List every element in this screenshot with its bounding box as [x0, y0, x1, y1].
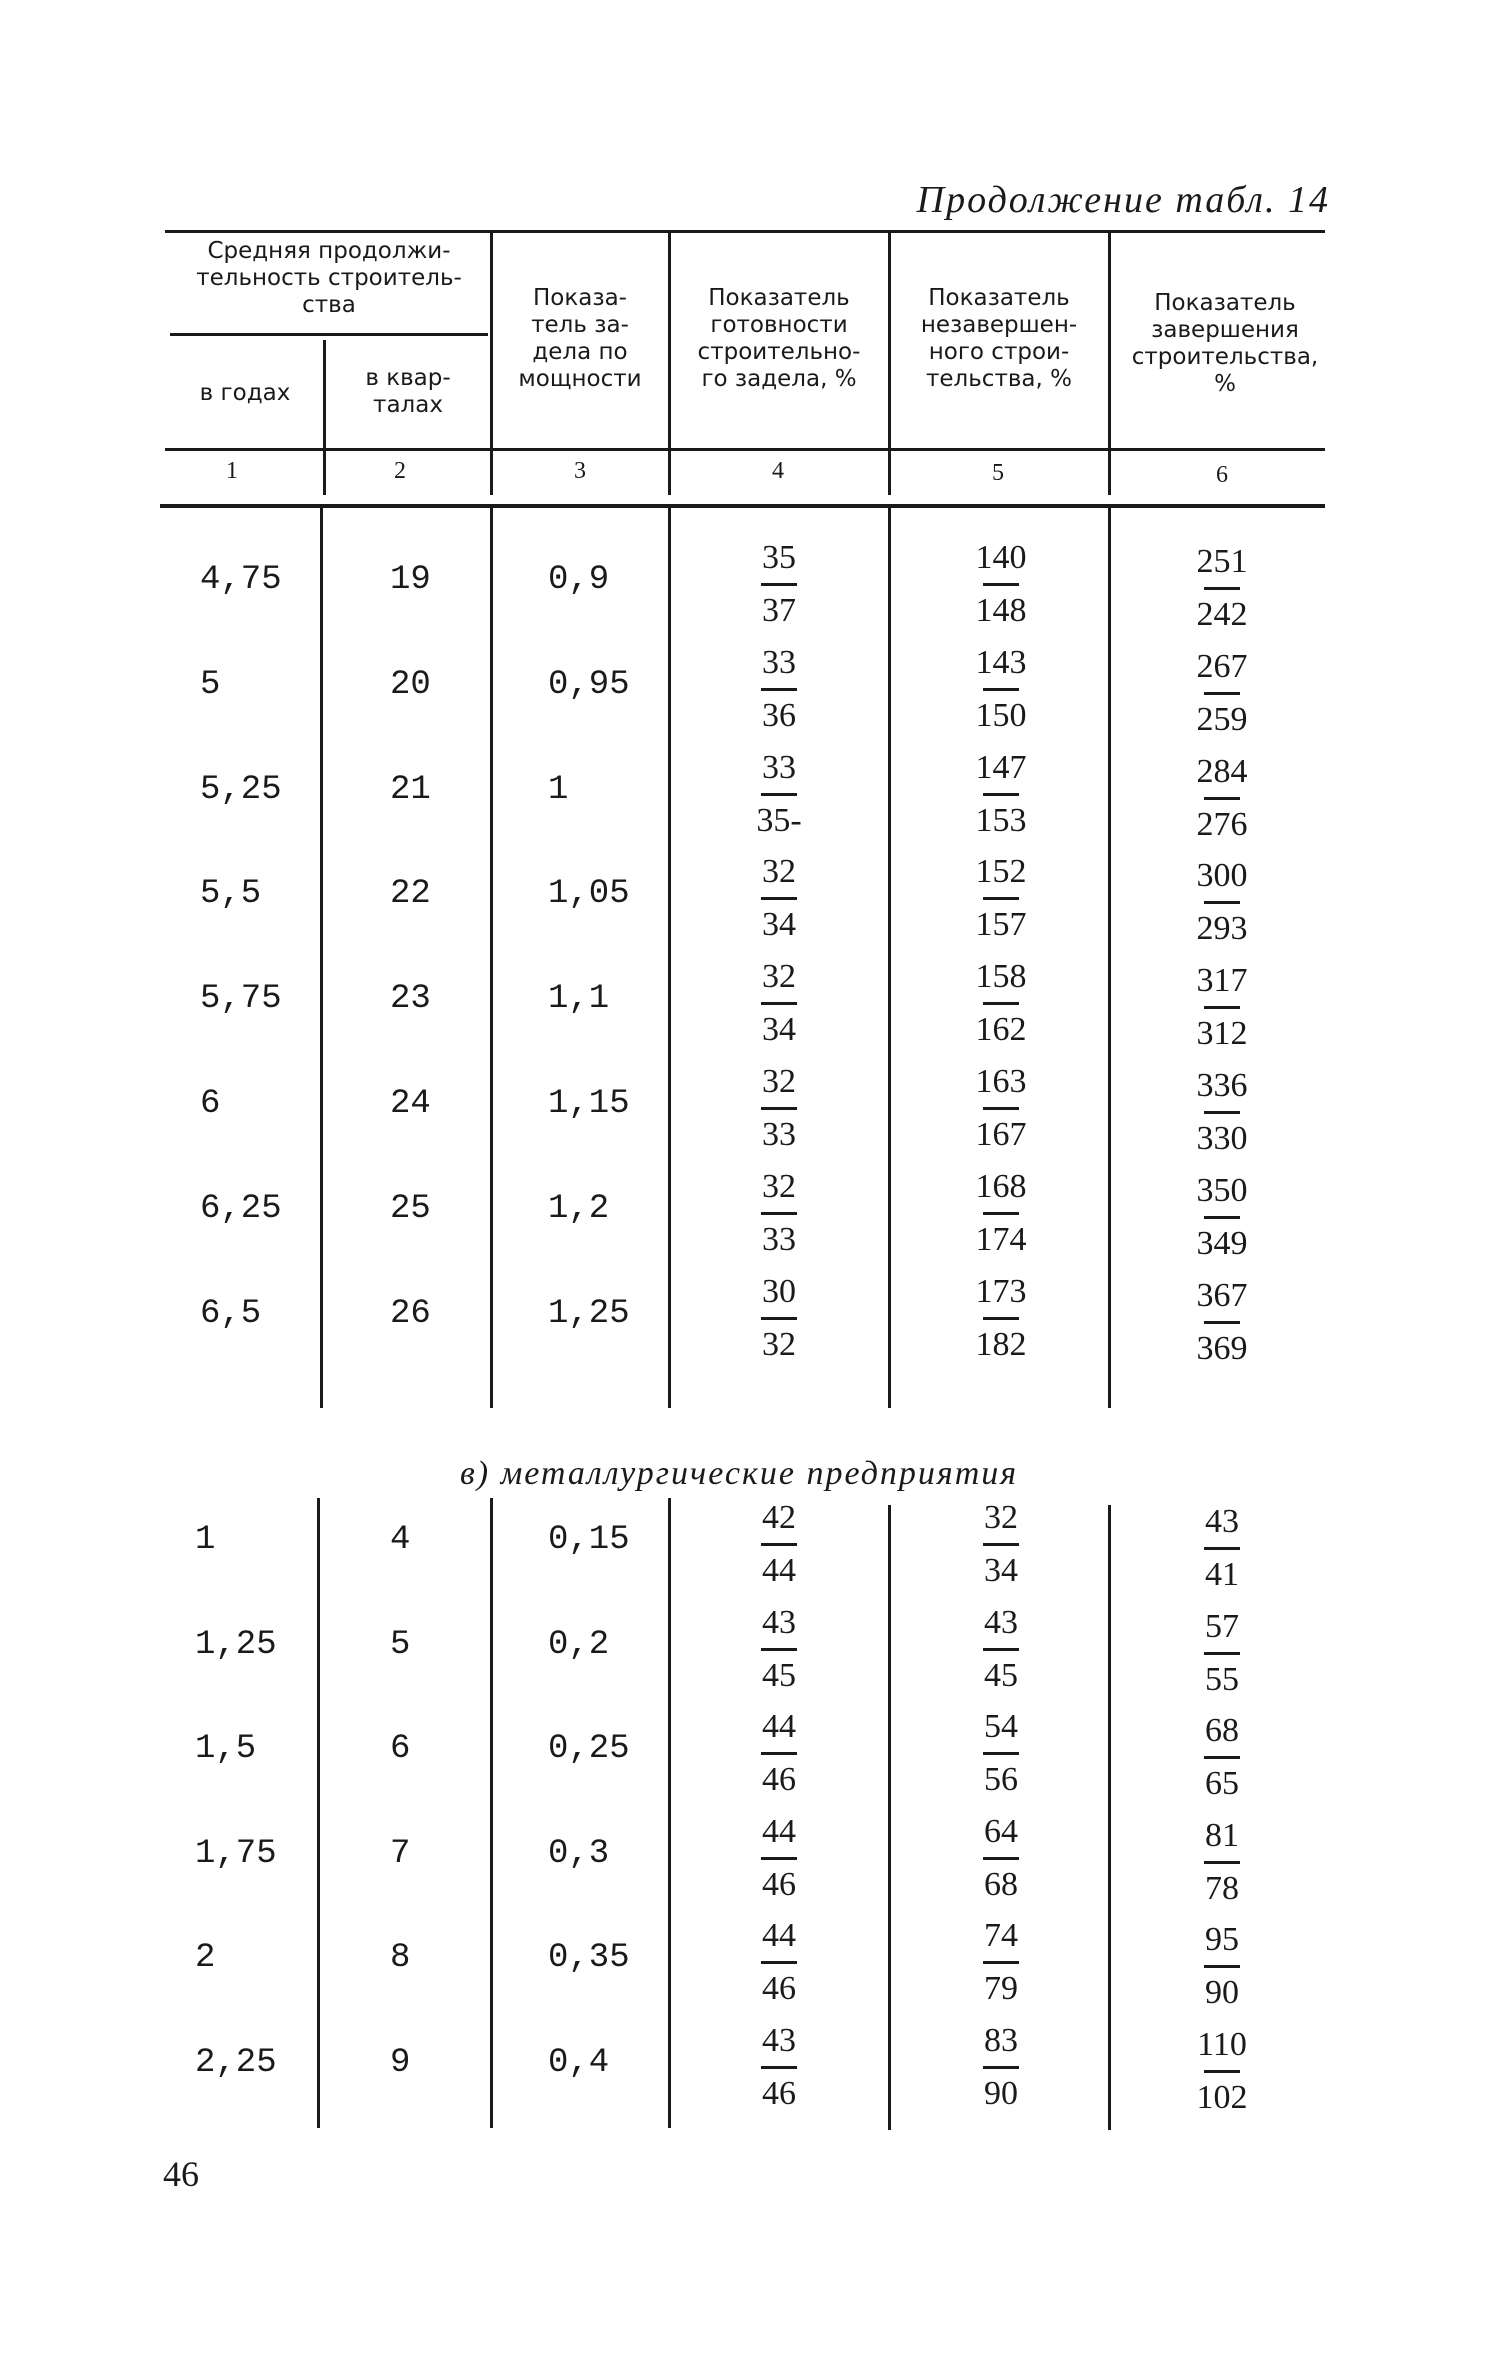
cell-readiness — [729, 1062, 829, 1155]
header-quarters: в квар- талах — [365, 365, 451, 418]
cell-capacity-ratio: 0,2 — [548, 1625, 610, 1664]
cell-completion-numerator: 267 — [1196, 647, 1248, 685]
cell-capacity-ratio: 1,1 — [548, 980, 610, 1019]
cell-completion-numerator: 367 — [1196, 1276, 1248, 1314]
cell-completion-denominator: 90 — [1205, 1974, 1239, 2011]
cell-completion-fraction-bar — [1204, 1321, 1240, 1324]
body-top-vline-5 — [1108, 508, 1111, 1408]
cell-readiness — [729, 957, 829, 1050]
cell-readiness — [729, 643, 829, 736]
cell-readiness-fraction-bar — [761, 688, 797, 691]
cell-readiness-numerator: 32 — [762, 853, 796, 891]
body-bottom-vline-1 — [317, 1498, 320, 2128]
cell-completion-numerator: 57 — [1205, 1607, 1239, 1645]
cell-years: 1,25 — [195, 1625, 277, 1664]
colnum-bottom-rule — [160, 504, 1325, 508]
cell-unfinished-denominator: 182 — [975, 1325, 1027, 1363]
cell-quarters: 24 — [390, 1085, 431, 1123]
cell-completion — [1172, 1171, 1272, 1264]
cell-completion-numerator: 336 — [1196, 1067, 1248, 1104]
cell-unfinished-fraction-bar — [983, 1752, 1019, 1755]
cell-quarters: 19 — [390, 561, 431, 599]
cell-completion — [1172, 752, 1272, 845]
cell-capacity-ratio: 0,15 — [548, 1521, 630, 1559]
cell-quarters: 7 — [390, 1834, 411, 1873]
body-top-vline-3 — [668, 508, 671, 1408]
cell-readiness-numerator: 43 — [762, 2021, 796, 2059]
cell-unfinished — [951, 748, 1051, 841]
cell-completion-denominator: 242 — [1196, 596, 1248, 633]
cell-completion-fraction-bar — [1204, 1965, 1240, 1968]
cell-capacity-ratio: 1,2 — [548, 1189, 610, 1228]
cell-quarters: 9 — [390, 2043, 411, 2082]
cell-completion-fraction-bar — [1204, 901, 1240, 904]
cell-unfinished-numerator: 32 — [984, 1499, 1018, 1536]
cell-readiness — [729, 538, 829, 631]
cell-unfinished — [951, 1603, 1051, 1696]
cell-completion-numerator: 317 — [1196, 962, 1248, 1000]
cell-unfinished-fraction-bar — [983, 2066, 1019, 2069]
cell-readiness — [729, 1812, 829, 1905]
cell-readiness — [729, 1498, 829, 1591]
header-top-rule — [165, 230, 1325, 233]
cell-readiness-denominator: 44 — [762, 1552, 796, 1589]
cell-readiness-fraction-bar — [761, 1752, 797, 1755]
cell-readiness-fraction-bar — [761, 1961, 797, 1964]
cell-years: 1,75 — [195, 1834, 277, 1873]
cell-unfinished-numerator: 173 — [975, 1272, 1027, 1310]
cell-readiness — [729, 852, 829, 945]
cell-readiness-numerator: 44 — [762, 1812, 796, 1850]
cell-readiness-fraction-bar — [761, 1107, 797, 1110]
cell-unfinished-numerator: 168 — [975, 1167, 1027, 1205]
cell-unfinished-numerator: 54 — [984, 1708, 1018, 1745]
header-group-rule — [170, 333, 488, 336]
cell-completion-denominator: 330 — [1196, 1120, 1248, 1157]
header-bottom-rule — [165, 448, 1325, 451]
cell-years: 6,25 — [200, 1189, 282, 1228]
cell-readiness-denominator: 45 — [762, 1656, 796, 1694]
cell-completion-fraction-bar — [1204, 2070, 1240, 2073]
cell-capacity-ratio: 0,35 — [548, 1939, 630, 1977]
cell-readiness — [729, 2021, 829, 2114]
cell-readiness-fraction-bar — [761, 897, 797, 900]
cell-readiness-denominator: 32 — [762, 1325, 796, 1363]
cell-unfinished-denominator: 174 — [975, 1220, 1027, 1258]
cell-unfinished — [951, 1707, 1051, 1800]
cell-completion — [1172, 647, 1272, 740]
cell-unfinished-denominator: 56 — [984, 1761, 1018, 1798]
cell-unfinished — [951, 1498, 1051, 1591]
cell-completion-fraction-bar — [1204, 587, 1240, 590]
cell-completion-fraction-bar — [1204, 1756, 1240, 1759]
cell-unfinished-numerator: 83 — [984, 2021, 1018, 2059]
column-number-2: 2 — [394, 458, 406, 484]
cell-quarters: 25 — [390, 1189, 431, 1228]
cell-completion-denominator: 41 — [1205, 1556, 1239, 1593]
cell-quarters: 20 — [390, 665, 431, 704]
cell-years: 5 — [200, 665, 221, 704]
cell-unfinished-denominator: 148 — [975, 592, 1027, 629]
cell-completion — [1172, 856, 1272, 949]
cell-readiness-denominator: 36 — [762, 696, 796, 734]
cell-completion-denominator: 102 — [1196, 2078, 1248, 2116]
cell-readiness-denominator: 46 — [762, 1865, 796, 1903]
cell-completion-numerator: 110 — [1197, 2025, 1247, 2063]
page-number: 46 — [163, 2154, 199, 2194]
header-vline-3 — [668, 232, 671, 495]
cell-years: 1 — [195, 1521, 216, 1559]
cell-unfinished-fraction-bar — [983, 1543, 1019, 1546]
cell-unfinished-denominator: 157 — [975, 906, 1027, 944]
cell-completion — [1172, 1607, 1272, 1700]
cell-unfinished-numerator: 152 — [975, 853, 1027, 891]
cell-unfinished — [951, 1167, 1051, 1260]
cell-readiness-denominator: 46 — [762, 1761, 796, 1798]
cell-unfinished — [951, 2021, 1051, 2114]
cell-unfinished-fraction-bar — [983, 1857, 1019, 1860]
cell-unfinished-denominator: 167 — [975, 1116, 1027, 1153]
column-number-6: 6 — [1216, 462, 1228, 488]
cell-unfinished — [951, 1062, 1051, 1155]
header-completion: Показатель завершения строительства, % — [1131, 290, 1319, 397]
cell-completion-numerator: 300 — [1196, 857, 1248, 895]
cell-unfinished-numerator: 140 — [975, 539, 1027, 576]
cell-years: 1,5 — [195, 1730, 257, 1768]
cell-readiness-numerator: 32 — [762, 958, 796, 996]
cell-readiness-fraction-bar — [761, 1543, 797, 1546]
cell-readiness-numerator: 30 — [762, 1272, 796, 1310]
cell-unfinished-fraction-bar — [983, 688, 1019, 691]
cell-readiness — [729, 748, 829, 841]
cell-quarters: 21 — [390, 770, 431, 809]
cell-readiness — [729, 1272, 829, 1365]
body-bottom-vline-2 — [490, 1498, 493, 2128]
cell-completion-fraction-bar — [1204, 692, 1240, 695]
cell-capacity-ratio: 0,4 — [548, 2043, 610, 2082]
cell-completion-numerator: 68 — [1205, 1712, 1239, 1749]
cell-readiness-denominator: 34 — [762, 906, 796, 944]
cell-unfinished — [951, 538, 1051, 631]
cell-unfinished — [951, 1272, 1051, 1365]
header-years: в годах — [199, 380, 291, 406]
cell-capacity-ratio: 1 — [548, 770, 569, 809]
cell-unfinished-denominator: 34 — [984, 1552, 1018, 1589]
cell-quarters: 23 — [390, 980, 431, 1019]
cell-unfinished-numerator: 163 — [975, 1063, 1027, 1100]
cell-years: 2 — [195, 1939, 216, 1977]
cell-completion-numerator: 284 — [1196, 752, 1248, 790]
cell-quarters: 6 — [390, 1730, 411, 1768]
cell-capacity-ratio: 0,9 — [548, 561, 610, 599]
header-vline-4 — [888, 232, 891, 495]
cell-quarters: 26 — [390, 1294, 431, 1333]
cell-completion-numerator: 43 — [1205, 1503, 1239, 1540]
cell-completion — [1172, 1066, 1272, 1159]
cell-completion-denominator: 293 — [1196, 910, 1248, 948]
cell-readiness-fraction-bar — [761, 583, 797, 586]
cell-readiness-numerator: 44 — [762, 1917, 796, 1954]
cell-completion — [1172, 1920, 1272, 2013]
header-vline-2 — [490, 232, 493, 495]
cell-unfinished-numerator: 158 — [975, 958, 1027, 996]
cell-readiness-denominator: 34 — [762, 1011, 796, 1049]
cell-completion-denominator: 369 — [1196, 1329, 1248, 1367]
cell-readiness — [729, 1707, 829, 1800]
cell-unfinished-fraction-bar — [983, 583, 1019, 586]
body-top-vline-1 — [320, 508, 323, 1408]
section-title: в) металлургические предприятия — [460, 1455, 1019, 1492]
cell-years: 5,5 — [200, 875, 262, 914]
cell-readiness-fraction-bar — [761, 2066, 797, 2069]
cell-readiness-numerator: 33 — [762, 643, 796, 681]
cell-readiness-fraction-bar — [761, 1648, 797, 1651]
cell-readiness-denominator: 33 — [762, 1220, 796, 1258]
cell-quarters: 22 — [390, 875, 431, 914]
cell-readiness-numerator: 35 — [762, 539, 796, 576]
cell-unfinished-numerator: 143 — [975, 643, 1027, 681]
header-vline-1 — [323, 340, 326, 495]
cell-unfinished-denominator: 45 — [984, 1656, 1018, 1694]
cell-unfinished-fraction-bar — [983, 1002, 1019, 1005]
cell-unfinished-fraction-bar — [983, 793, 1019, 796]
cell-completion-fraction-bar — [1204, 1216, 1240, 1219]
cell-completion-denominator: 349 — [1196, 1224, 1248, 1262]
body-top-vline-4 — [888, 508, 891, 1408]
cell-capacity-ratio: 1,05 — [548, 875, 630, 914]
cell-readiness-numerator: 32 — [762, 1063, 796, 1100]
cell-quarters: 8 — [390, 1939, 411, 1977]
cell-unfinished-numerator: 74 — [984, 1917, 1018, 1954]
cell-completion-numerator: 81 — [1205, 1816, 1239, 1854]
cell-completion — [1172, 1711, 1272, 1804]
cell-readiness-fraction-bar — [761, 1002, 797, 1005]
cell-unfinished-fraction-bar — [983, 1317, 1019, 1320]
cell-readiness-denominator: 46 — [762, 1970, 796, 2007]
cell-readiness-fraction-bar — [761, 1317, 797, 1320]
cell-completion-denominator: 259 — [1196, 700, 1248, 738]
cell-completion — [1172, 542, 1272, 635]
cell-readiness-numerator: 33 — [762, 748, 796, 786]
header-duration-group: Средняя продолжи- тельность строитель- ства — [196, 238, 462, 318]
cell-completion-fraction-bar — [1204, 1861, 1240, 1864]
cell-unfinished-fraction-bar — [983, 1107, 1019, 1110]
column-number-1: 1 — [226, 458, 238, 484]
cell-unfinished-numerator: 64 — [984, 1812, 1018, 1850]
body-top-vline-2 — [490, 508, 493, 1408]
cell-completion-fraction-bar — [1204, 1652, 1240, 1655]
cell-unfinished-denominator: 90 — [984, 2074, 1018, 2112]
body-bottom-vline-5 — [1108, 1505, 1111, 2130]
cell-readiness-denominator: 37 — [762, 592, 796, 629]
cell-years: 4,75 — [200, 561, 282, 599]
cell-capacity-ratio: 0,3 — [548, 1834, 610, 1873]
cell-readiness-numerator: 43 — [762, 1603, 796, 1641]
cell-readiness-denominator: 33 — [762, 1116, 796, 1153]
cell-completion — [1172, 1276, 1272, 1369]
body-bottom-vline-3 — [668, 1498, 671, 2128]
cell-completion-fraction-bar — [1204, 1006, 1240, 1009]
cell-unfinished-numerator: 147 — [975, 748, 1027, 786]
column-number-5: 5 — [992, 460, 1004, 486]
cell-readiness-fraction-bar — [761, 793, 797, 796]
cell-completion-denominator: 55 — [1205, 1660, 1239, 1698]
body-bottom-vline-4 — [888, 1505, 891, 2130]
cell-completion — [1172, 2025, 1272, 2118]
cell-completion-numerator: 95 — [1205, 1921, 1239, 1958]
cell-unfinished — [951, 852, 1051, 945]
cell-completion-denominator: 65 — [1205, 1765, 1239, 1802]
cell-completion-fraction-bar — [1204, 1547, 1240, 1550]
cell-unfinished-fraction-bar — [983, 1648, 1019, 1651]
cell-unfinished-denominator: 162 — [975, 1011, 1027, 1049]
cell-completion-numerator: 350 — [1196, 1171, 1248, 1209]
cell-completion — [1172, 1502, 1272, 1595]
cell-readiness-denominator: 46 — [762, 2074, 796, 2112]
cell-readiness — [729, 1916, 829, 2009]
cell-capacity-ratio: 0,95 — [548, 665, 630, 704]
cell-unfinished-fraction-bar — [983, 897, 1019, 900]
cell-completion-denominator: 276 — [1196, 805, 1248, 843]
cell-years: 6,5 — [200, 1294, 262, 1333]
cell-completion-denominator: 312 — [1196, 1015, 1248, 1053]
cell-unfinished — [951, 643, 1051, 736]
cell-capacity-ratio: 1,25 — [548, 1294, 630, 1333]
table-caption: Продолжение табл. 14 — [916, 179, 1330, 221]
cell-unfinished-denominator: 79 — [984, 1970, 1018, 2007]
cell-completion — [1172, 1816, 1272, 1909]
cell-unfinished-denominator: 150 — [975, 696, 1027, 734]
cell-completion-fraction-bar — [1204, 797, 1240, 800]
cell-readiness-numerator: 42 — [762, 1499, 796, 1536]
column-number-3: 3 — [574, 458, 586, 484]
cell-capacity-ratio: 1,15 — [548, 1085, 630, 1123]
cell-capacity-ratio: 0,25 — [548, 1730, 630, 1768]
column-number-4: 4 — [772, 458, 784, 484]
header-capacity-ratio: Показа- тель за- дела по мощности — [518, 285, 642, 392]
cell-completion-numerator: 251 — [1196, 543, 1248, 580]
cell-unfinished-numerator: 43 — [984, 1603, 1018, 1641]
cell-readiness-denominator: 35- — [756, 801, 802, 839]
cell-unfinished — [951, 1916, 1051, 2009]
cell-years: 2,25 — [195, 2043, 277, 2082]
cell-unfinished-denominator: 68 — [984, 1865, 1018, 1903]
header-readiness: Показатель готовности строительно- го задела, % — [697, 285, 861, 392]
header-unfinished: Показатель незавершен- ного строи- тельства, % — [920, 285, 1078, 392]
cell-completion-fraction-bar — [1204, 1111, 1240, 1114]
cell-unfinished-denominator: 153 — [975, 801, 1027, 839]
cell-unfinished — [951, 1812, 1051, 1905]
cell-readiness-fraction-bar — [761, 1857, 797, 1860]
cell-years: 5,25 — [200, 770, 282, 809]
cell-completion-denominator: 78 — [1205, 1869, 1239, 1907]
cell-unfinished-fraction-bar — [983, 1961, 1019, 1964]
cell-completion — [1172, 961, 1272, 1054]
cell-readiness — [729, 1167, 829, 1260]
cell-readiness-numerator: 44 — [762, 1708, 796, 1745]
cell-readiness — [729, 1603, 829, 1696]
cell-readiness-fraction-bar — [761, 1212, 797, 1215]
cell-readiness-numerator: 32 — [762, 1167, 796, 1205]
cell-quarters: 4 — [390, 1521, 411, 1559]
cell-years: 5,75 — [200, 980, 282, 1019]
cell-unfinished-fraction-bar — [983, 1212, 1019, 1215]
cell-unfinished — [951, 957, 1051, 1050]
cell-years: 6 — [200, 1085, 221, 1123]
cell-quarters: 5 — [390, 1625, 411, 1664]
